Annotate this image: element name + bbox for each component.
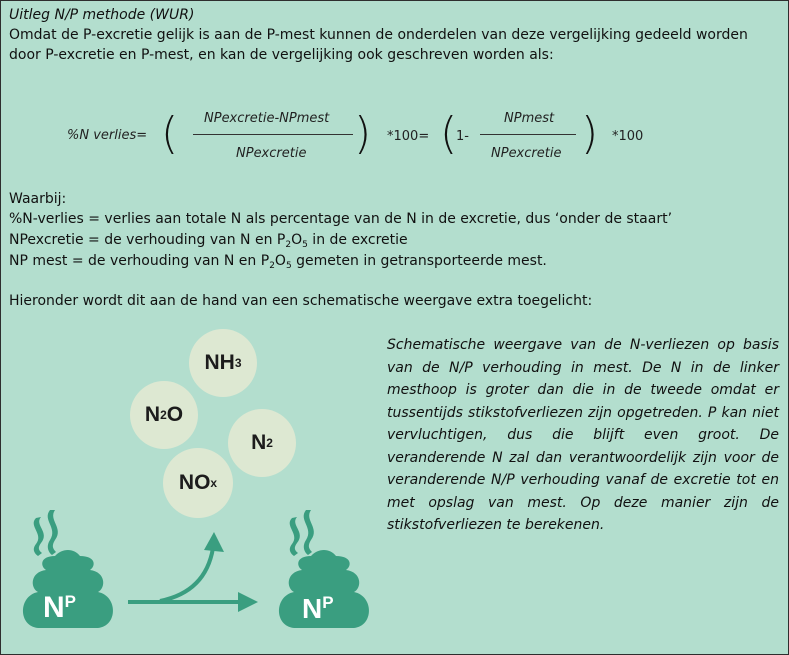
n2o-n: N — [144, 403, 161, 426]
formula-frac2-denominator: NPexcretie — [491, 146, 562, 161]
def2-tail: in de excretie — [307, 232, 408, 248]
definition-n-verlies: %N-verlies = verlies aan totale N als percentage van de N in de excretie, dus ‘onder de staart’ — [9, 211, 673, 227]
formula-paren-open-2: ( — [440, 108, 458, 159]
def3-sub-2: 2 — [269, 261, 275, 271]
section-title: Uitleg N/P methode (WUR) — [9, 7, 195, 23]
def3-text: NP mest = de verhouding van N en P — [9, 253, 270, 269]
nh3-base: NH — [204, 351, 235, 374]
n2-base: N — [251, 431, 267, 454]
steam-left-icon — [34, 510, 58, 556]
def2-text: NPexcretie = de verhouding van N en P — [9, 232, 286, 248]
manure-right-n: N — [302, 593, 323, 624]
formula-lhs: %N verlies= — [67, 128, 148, 143]
arrow-right-icon — [128, 592, 258, 612]
n2o-o: O — [166, 403, 184, 426]
def2-sub-2: 2 — [285, 240, 292, 250]
formula-mult-1: *100= — [387, 129, 430, 144]
formula-paren-close-1: ) — [354, 108, 372, 159]
def3-tail: gemeten in getransporteerde mest. — [291, 253, 547, 269]
def2-o: O — [291, 232, 303, 248]
gas-bubble-n2o: N 2 O — [130, 381, 198, 449]
formula-paren-open-1: ( — [161, 108, 179, 159]
formula-frac1-denominator: NPexcretie — [236, 146, 307, 161]
formula-mult-2: *100 — [612, 129, 644, 144]
intro-line-1: Omdat de P-excretie gelijk is aan de P-mest kunnen de onderdelen van deze vergelijking gedeeld worden — [9, 27, 748, 43]
arrow-up-curve-icon — [160, 548, 213, 601]
formula-frac2-numerator: NPmest — [504, 111, 555, 126]
intro-line-2: door P-excretie en P-mest, en kan de vergelijking ook geschreven worden als: — [9, 47, 554, 63]
manure-left-p: P — [64, 592, 77, 611]
arrow-up-curve-head-icon — [204, 532, 224, 552]
def2-sub-5: 5 — [302, 240, 308, 250]
def3-sub-5: 5 — [285, 261, 292, 271]
manure-left-label — [43, 585, 76, 625]
schematic-intro: Hieronder wordt dit aan de hand van een schematische weergave extra toegelicht: — [9, 293, 593, 309]
formula-paren-close-2: ) — [581, 108, 599, 159]
formula-frac1-numerator: NPexcretie-NPmest — [204, 111, 330, 126]
gas-bubble-nox: NO x — [163, 448, 233, 518]
definitions-heading: Waarbij: — [9, 191, 67, 207]
steam-right-icon — [290, 510, 314, 556]
gas-bubble-n2: N 2 — [228, 409, 296, 477]
formula-one-minus: 1- — [456, 129, 469, 144]
manure-right-label — [302, 587, 334, 625]
def3-o: O — [274, 253, 286, 269]
manure-left-n: N — [43, 591, 65, 624]
nox-base: NO — [178, 471, 211, 494]
gas-bubble-nh3: NH 3 — [189, 329, 257, 397]
manure-right-p: P — [322, 593, 334, 612]
schematic-caption: Schematische weergave van de N-verliezen op basis van de N/P verhouding in mest. De N in de linker mesthoop is groter dan die in de tweede omdat er tussentijds stikstofverliezen zijn opgetreden. P kan niet vervluchtigen, dus die blijft even groot. De veranderende N zal dan verantwoordelijk zijn voor de veranderende N/P verhouding vanaf de excretie tot en met opslag van mest. Op deze manier zijn de stikstofverliezen te berekenen. — [387, 337, 779, 533]
